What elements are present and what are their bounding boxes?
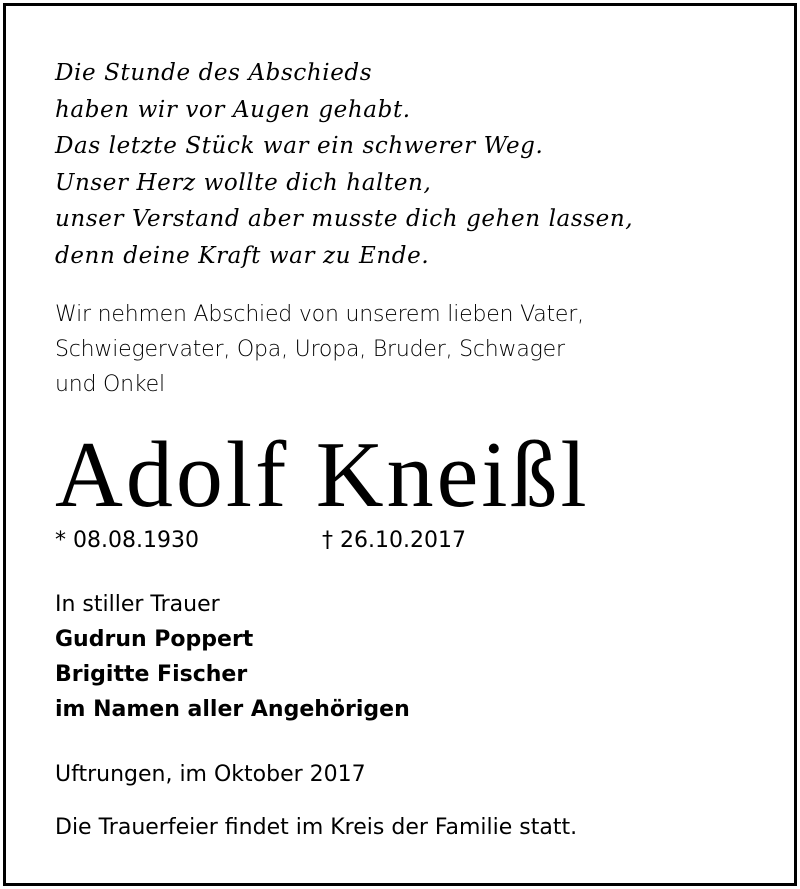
poem-line: Unser Herz wollte dich halten, bbox=[55, 169, 432, 196]
place-date: Uftrungen, im Oktober 2017 bbox=[55, 762, 366, 787]
mourner-name: Brigitte Fischer bbox=[55, 662, 248, 687]
intro-line: Wir nehmen Abschied von unserem lieben Vater, bbox=[55, 302, 584, 327]
deceased-name: Adolf Kneißl bbox=[55, 423, 590, 527]
farewell-intro bbox=[55, 297, 584, 402]
poem-line: unser Verstand aber musste dich gehen lassen, bbox=[55, 206, 634, 233]
mourners-block bbox=[55, 587, 410, 727]
life-dates bbox=[55, 523, 655, 558]
mourner-name: im Namen aller Angehörigen bbox=[55, 697, 410, 722]
birth-date: * 08.08.1930 bbox=[55, 528, 199, 553]
mourning-phrase: In stiller Trauer bbox=[55, 592, 220, 617]
service-note: Die Trauerfeier findet im Kreis der Familie statt. bbox=[55, 815, 578, 840]
mourner-name: Gudrun Poppert bbox=[55, 627, 254, 652]
intro-line: und Onkel bbox=[55, 372, 165, 397]
intro-line: Schwiegervater, Opa, Uropa, Bruder, Schwager bbox=[55, 337, 565, 362]
death-date: † 26.10.2017 bbox=[322, 528, 466, 553]
poem-line: denn deine Kraft war zu Ende. bbox=[55, 242, 430, 269]
poem-line: Das letzte Stück war ein schwerer Weg. bbox=[55, 133, 544, 160]
poem bbox=[55, 55, 633, 275]
poem-line: Die Stunde des Abschieds bbox=[55, 60, 373, 86]
poem-line: haben wir vor Augen gehabt. bbox=[55, 96, 411, 123]
